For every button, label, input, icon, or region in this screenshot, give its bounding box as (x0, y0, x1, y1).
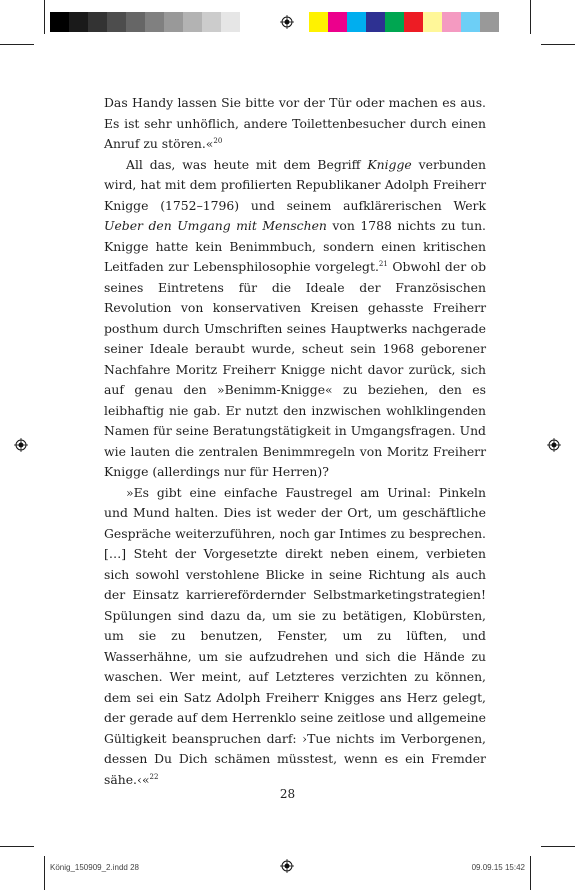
process-swatch (480, 12, 499, 32)
italic-title: Knigge (367, 156, 412, 172)
gray-swatch (202, 12, 221, 32)
text-run: verbunden wird, hat mit dem profilierten Republikaner Adolph Freiherr Knigge (1752–1796) und seinem aufklärerischen Werk (104, 156, 486, 213)
crop-mark (0, 44, 34, 45)
paragraph (104, 155, 486, 483)
italic-title: Ueber den Umgang mit Menschen (104, 218, 327, 233)
gray-swatch (126, 12, 145, 32)
registration-mark-icon (280, 15, 294, 29)
text-run: »Es gibt eine einfache Faustregel am Urinal: Pinkeln und Mund halten. Dies ist weder der Ort, um geschäftliche Gespräche weiterzuführen, noch gar Intimes zu besprechen. […] Steht der Vorgesetzte direkt neben einem, verbieten sich sowohl verstohlene Blicke in seine Richtung als auch der Einsatz karrierefördernder Selbstmarketingstrategien! Spülungen sind dazu da, um sie zu betätigen, Klobürsten, um sie zu benutzen, Fenster, um zu lüften, und Wasserhähne, um sie aufzudrehen und sich die Hände zu waschen. Wer meint, auf Letzteres verzichten zu können, dem sei ein Satz Adolph Freiherr Knigges ans Herz gelegt, der gerade auf dem Herrenklo seine zeitlose und allgemeine Gültigkeit beanspruchen darf: ›Tue nichts im Verborgenen, dessen Du Dich schämen müsstest, wenn es ein Fremder sähe.‹« (104, 484, 486, 787)
crop-mark (541, 44, 575, 45)
text-run: All das, was heute mit dem Begriff (126, 156, 368, 172)
process-swatch (423, 12, 442, 32)
crop-mark (530, 0, 531, 34)
registration-mark-icon (280, 859, 294, 873)
gray-swatch (240, 12, 259, 32)
text-run: Das Handy lassen Sie bitte vor der Tür oder machen es aus. Es ist sehr unhöflich, andere Toilettenbesucher durch einen Anruf zu stören.« (104, 95, 486, 151)
crop-mark (44, 856, 45, 890)
grayscale-colorbar (50, 12, 259, 32)
gray-swatch (183, 12, 202, 32)
slug-file-info: König_150909_2.indd 28 (50, 863, 139, 872)
page-number: 28 (279, 787, 296, 801)
process-swatch (442, 12, 461, 32)
process-swatch (309, 12, 328, 32)
gray-swatch (221, 12, 240, 32)
gray-swatch (164, 12, 183, 32)
gray-swatch (69, 12, 88, 32)
footnote-reference: 20 (213, 137, 223, 145)
crop-mark (0, 846, 34, 847)
paragraph (104, 93, 486, 155)
gray-swatch (107, 12, 126, 32)
text-run: von 1788 nichts zu tun. Knigge hatte kein Benimmbuch, sondern einen kritischen Leitfaden zur Lebensphilosophie vorgelegt. (104, 218, 486, 274)
paragraph (104, 483, 486, 791)
body-text (104, 93, 486, 790)
slug-date-info: 09.09.15 15:42 (471, 863, 525, 872)
process-swatch (328, 12, 347, 32)
process-swatch (347, 12, 366, 32)
registration-mark-icon (14, 438, 28, 452)
process-swatch (385, 12, 404, 32)
process-swatch (366, 12, 385, 32)
gray-swatch (88, 12, 107, 32)
footnote-reference: 21 (378, 260, 388, 268)
crop-mark (44, 0, 45, 34)
process-colorbar (309, 12, 499, 32)
text-run: Obwohl der ob seines Eintretens für die Ideale der Französischen Revolution von konservativen Kreisen gehasste Freiherr posthum durch Umschriften seines Hauptwerks nachgerade seiner Ideale beraubt wurde, scheut sein 1968 geborener Nachfahre Moritz Freiherr Knigge nicht davor zurück, sich auf genau den »Benimm-Knigge« zu beziehen, den es leibhaftig nie gab. Er nutzt den inzwischen wohlklingenden Namen für seine Beratungstätigkeit in Umgangsfragen. Und wie lauten die zentralen Benimmregeln von Moritz Freiherr Knigge (allerdings nur für Herren)? (104, 259, 487, 479)
crop-mark (530, 856, 531, 890)
process-swatch (404, 12, 423, 32)
registration-mark-icon (547, 438, 561, 452)
crop-mark (541, 846, 575, 847)
gray-swatch (50, 12, 69, 32)
process-swatch (461, 12, 480, 32)
footnote-reference: 22 (149, 772, 159, 781)
gray-swatch (145, 12, 164, 32)
